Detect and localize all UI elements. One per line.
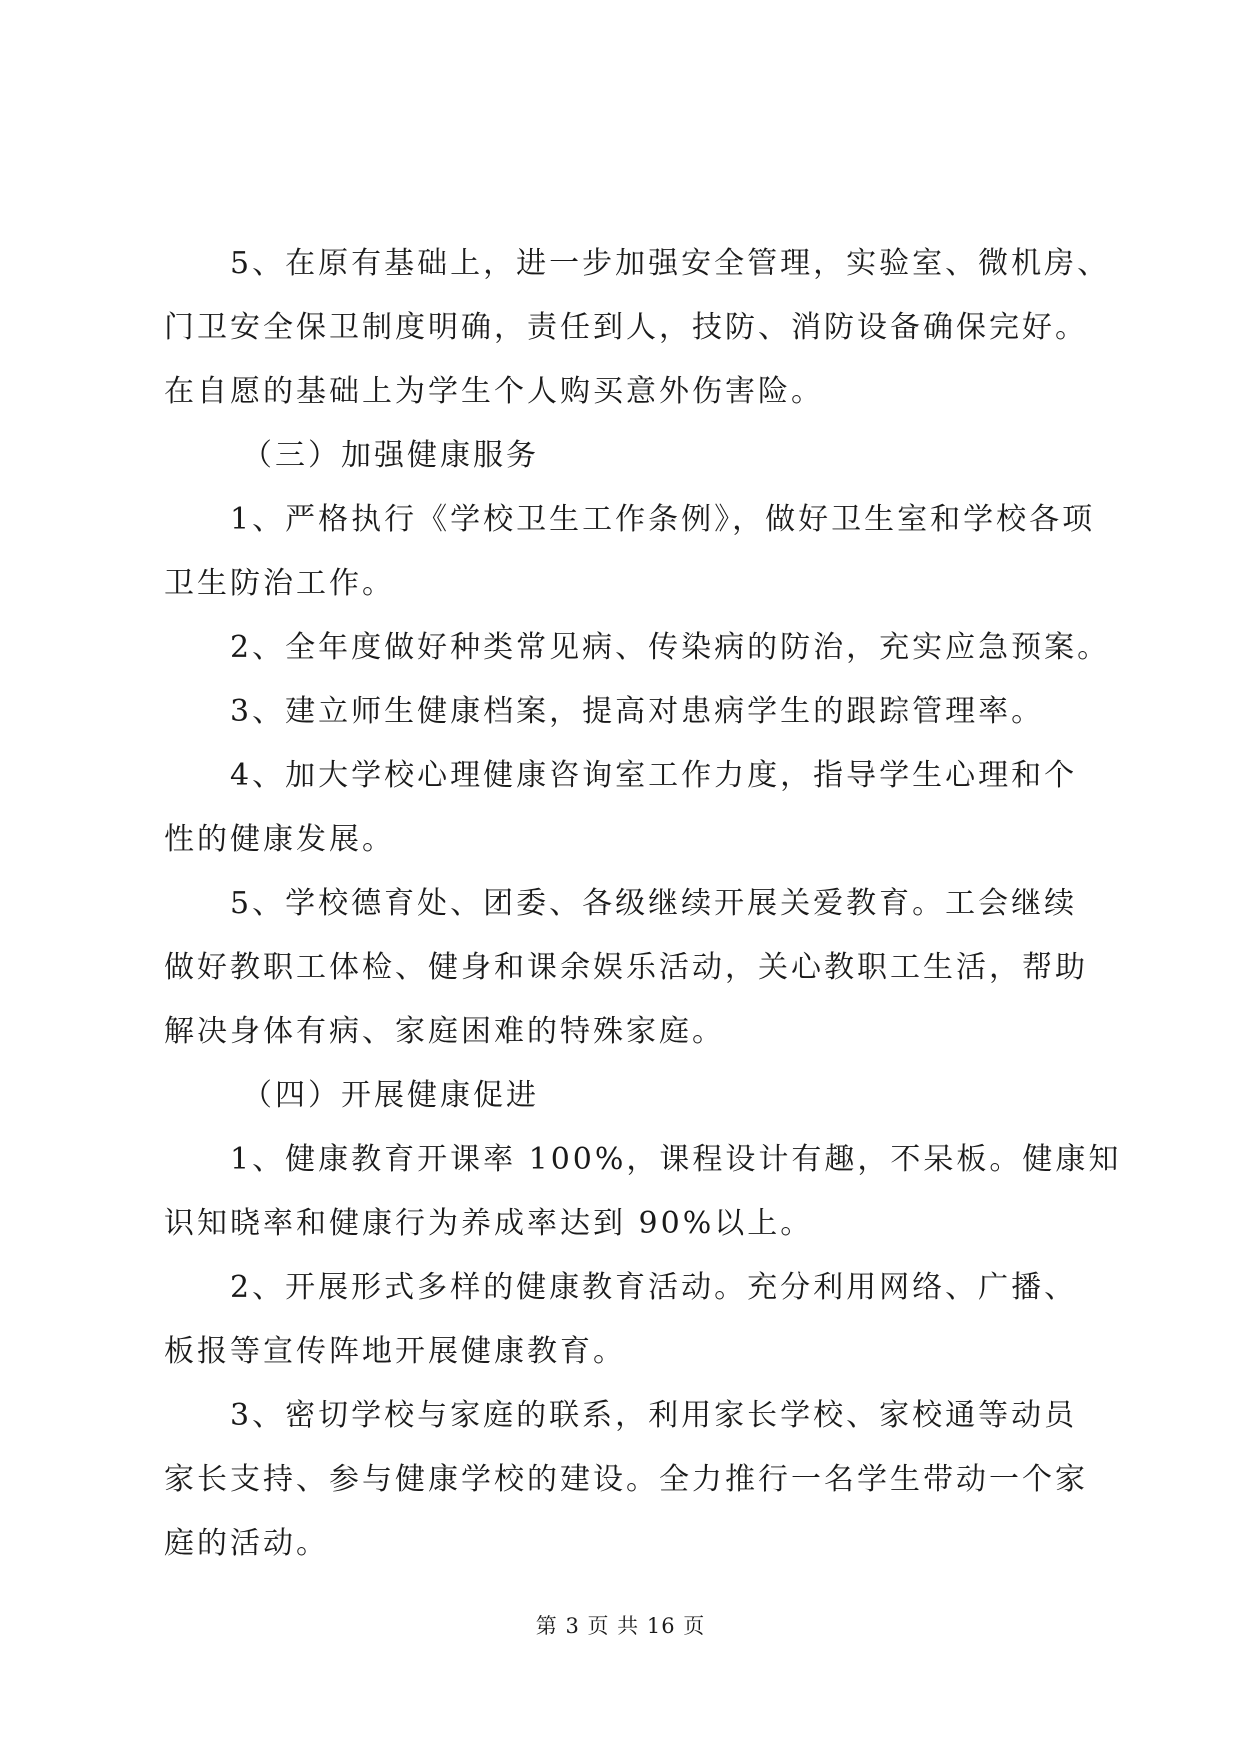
section-heading-health-promotion (164, 1064, 1084, 1128)
page-number-footer: 第 3 页 共 16 页 (535, 1614, 706, 1638)
text-line: 2、开展形式多样的健康教育活动。充分利用网络、广播、 (230, 1270, 1078, 1305)
text-line: 做好教职工体检、健身和课余娱乐活动，关心教职工生活，帮助 (164, 950, 1088, 985)
paragraph-education-activities (164, 1256, 1084, 1384)
text-line: 庭的活动。 (164, 1526, 329, 1561)
text-line: 卫生防治工作。 (164, 566, 395, 601)
text-line: 在自愿的基础上为学生个人购买意外伤害险。 (164, 374, 824, 409)
text-line: 3、密切学校与家庭的联系，利用家长学校、家校通等动员 (230, 1398, 1078, 1433)
text-line: 解决身体有病、家庭困难的特殊家庭。 (164, 1014, 725, 1049)
paragraph-counseling-room (164, 744, 1084, 872)
section-heading: （四）开展健康促进 (242, 1078, 539, 1113)
text-line: 1、健康教育开课率 100%，课程设计有趣，不呆板。健康知 (230, 1142, 1122, 1177)
text-line: 识知晓率和健康行为养成率达到 90%以上。 (164, 1206, 814, 1241)
text-line: 5、在原有基础上，进一步加强安全管理，实验室、微机房、 (230, 246, 1111, 281)
document-body (164, 232, 1122, 1576)
paragraph-course-rate (164, 1128, 1122, 1256)
paragraph-safety-management (164, 232, 1111, 424)
text-line: 2、全年度做好种类常见病、传染病的防治，充实应急预案。 (230, 630, 1111, 665)
paragraph-care-education (164, 872, 1088, 1064)
paragraph-family-school (164, 1384, 1088, 1576)
text-line: 5、学校德育处、团委、各级继续开展关爱教育。工会继续 (230, 886, 1078, 921)
text-line: 3、建立师生健康档案，提高对患病学生的跟踪管理率。 (230, 694, 1045, 729)
text-line: 性的健康发展。 (164, 822, 395, 857)
paragraph-hygiene-regulations (164, 488, 1096, 616)
section-heading-health-services (164, 424, 1084, 488)
text-line: 门卫安全保卫制度明确，责任到人，技防、消防设备确保完好。 (164, 310, 1088, 345)
text-line: 4、加大学校心理健康咨询室工作力度，指导学生心理和个 (230, 758, 1078, 793)
paragraph-disease-prevention (164, 616, 1111, 680)
section-heading: （三）加强健康服务 (242, 438, 539, 473)
text-line: 1、严格执行《学校卫生工作条例》，做好卫生室和学校各项 (230, 502, 1096, 537)
text-line: 家长支持、参与健康学校的建设。全力推行一名学生带动一个家 (164, 1462, 1088, 1497)
text-line: 板报等宣传阵地开展健康教育。 (164, 1334, 626, 1369)
paragraph-health-records (164, 680, 1084, 744)
